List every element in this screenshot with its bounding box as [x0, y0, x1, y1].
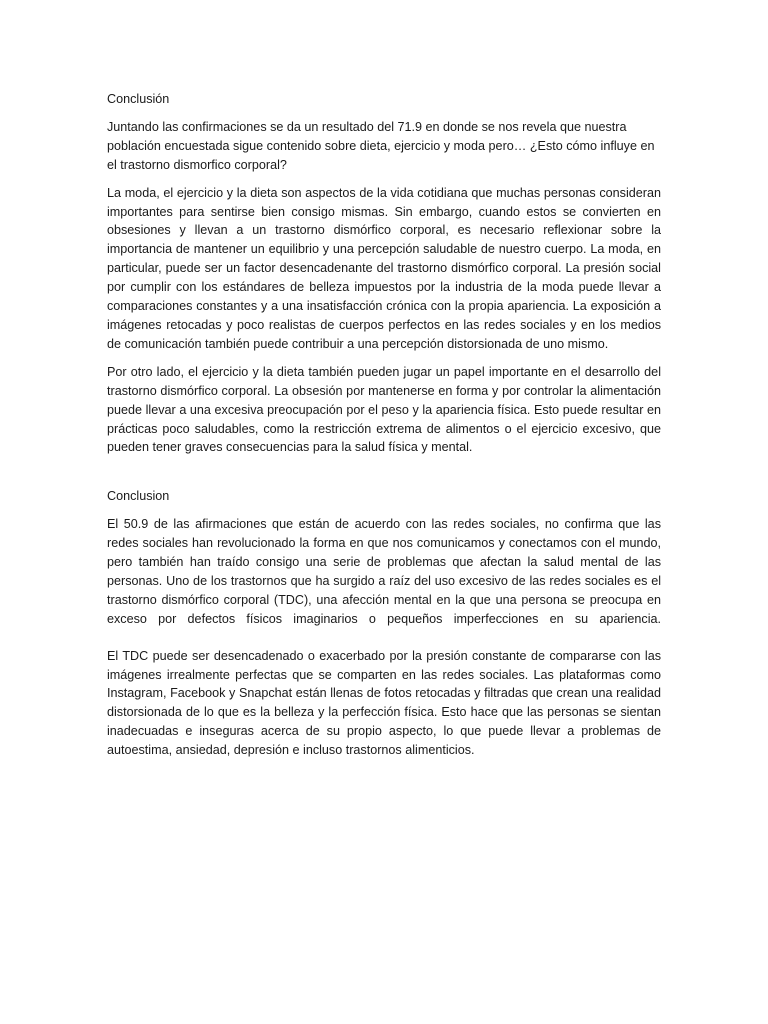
section-2-paragraph-1: El 50.9 de las afirmaciones que están de acuerdo con las redes sociales, no confirma que las redes sociales han revolucionado la forma en que nos comunicamos y conectamos con el mundo, pero también han traído consigo una serie de problemas que afectan la salud mental de las personas. Uno de los trastornos que ha surgido a raíz del uso excesivo de las redes sociales es el trastorno dismórfico corporal (TDC), una afección mental en la que una persona se preocupa en exceso por defectos físicos imaginarios o pequeños imperfecciones en su apariencia.: [107, 517, 661, 626]
document-body: [107, 90, 661, 769]
section-2-paragraph-2: El TDC puede ser desencadenado o exacerbado por la presión constante de compararse con las imágenes irrealmente perfectas que se comparten en las redes sociales. Las plataformas como Instagram, Facebook y Snapchat están llenas de fotos retocadas y filtradas que crean una realidad distorsionada de lo que es la belleza y la perfección física. Esto hace que las personas se sientan inadecuadas e inseguras acerca de su propio aspecto, lo que puede llevar a problemas de autoestima, ansiedad, depresión e incluso trastornos alimenticios.: [107, 648, 661, 758]
paragraph-spacer: [107, 638, 661, 647]
section-1-paragraph-1: Juntando las confirmaciones se da un resultado del 71.9 en donde se nos revela que nuestra población encuestada sigue contenido sobre dieta, ejercicio y moda pero… ¿Esto cómo influye en el trastorno dismorfico corporal?: [107, 119, 655, 172]
section-1-paragraph-2: La moda, el ejercicio y la dieta son aspectos de la vida cotidiana que muchas personas consideran importantes para sentirse bien consigo mismas. Sin embargo, cuando estos se convierten en obsesiones y llevan a un trastorno dismórfico corporal, es necesario reflexionar sobre la importancia de mantener un equilibrio y una percepción saludable de nuestro cuerpo. La moda, en particular, puede ser un factor desencadenante del trastorno dismórfico corporal. La presión social por cumplir con los estándares de belleza impuestos por la industria de la moda puede llevar a comparaciones constantes y a una insatisfacción crónica con la propia apariencia. La exposición a imágenes retocadas y poco realistas de cuerpos perfectos en las redes sociales y en los medios de comunicación también puede contribuir a una percepción distorsionada de uno mismo.: [107, 185, 661, 351]
section-1-heading: Conclusión: [107, 92, 170, 106]
section-2-heading: Conclusion: [107, 489, 170, 504]
section-1-paragraph-3: Por otro lado, el ejercicio y la dieta también pueden jugar un papel importante en el desarrollo del trastorno dismórfico corporal. La obsesión por mantenerse en forma y por controlar la alimentación puede llevar a una excesiva preocupación por el peso y la apariencia física. Esto puede resultar en prácticas poco saludables, como la restricción extrema de alimentos o el ejercicio excesivo, que pueden tener graves consecuencias para la salud física y mental.: [107, 364, 661, 455]
